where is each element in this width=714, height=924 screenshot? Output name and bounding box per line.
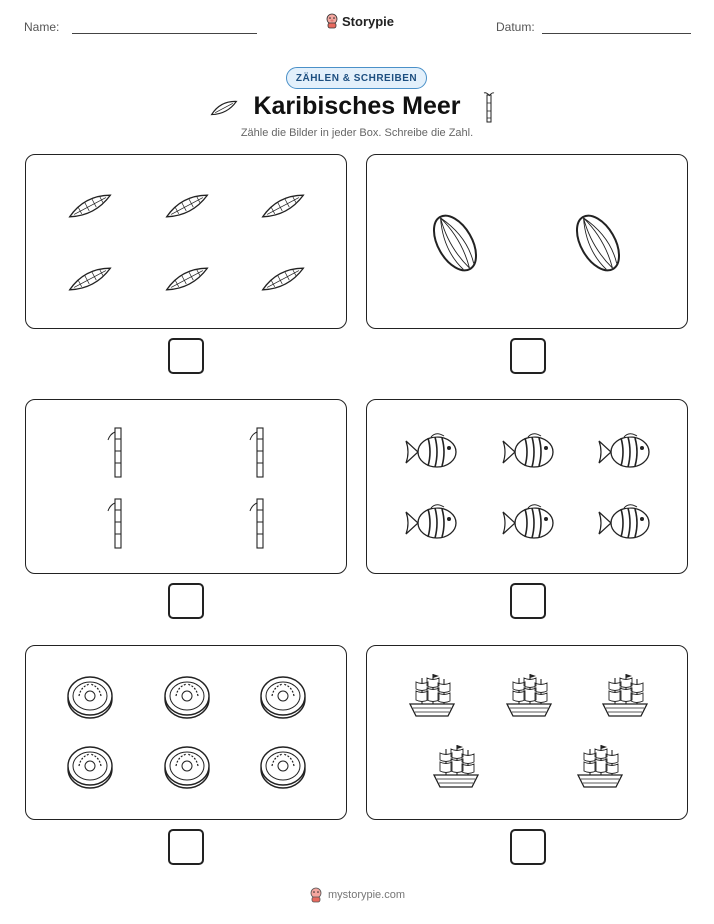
count-box-sugar-cane: [25, 399, 347, 574]
coin-icon: [163, 744, 211, 790]
fish-icon: [404, 500, 460, 546]
category-badge: ZÄHLEN & SCHREIBEN: [286, 67, 427, 89]
count-box-canoes: [25, 154, 347, 329]
answer-box-fish[interactable]: [510, 583, 546, 619]
canoe-icon: [258, 188, 308, 224]
name-line[interactable]: [72, 33, 257, 34]
sugar-cane-icon: [248, 426, 270, 478]
brand-logo: [325, 13, 394, 29]
ship-icon: [600, 672, 650, 720]
sugar-cane-icon: [106, 426, 128, 478]
ship-icon: [575, 743, 625, 791]
fish-icon: [501, 429, 557, 475]
answer-box-ships[interactable]: [510, 829, 546, 865]
answer-box-cacao-pods[interactable]: [510, 338, 546, 374]
footer-url: mystorypie.com: [327, 889, 406, 901]
brand-name: Storypie: [342, 13, 395, 29]
name-label: Name:: [24, 20, 60, 34]
count-box-cacao-pods: [366, 154, 688, 329]
count-box-coins: [25, 645, 347, 820]
count-box-fish: [366, 399, 688, 574]
fish-icon: [501, 500, 557, 546]
ship-icon: [504, 672, 554, 720]
fish-icon: [404, 429, 460, 475]
canoe-icon: [258, 261, 308, 297]
date-label: Datum:: [496, 20, 535, 34]
fish-icon: [597, 429, 653, 475]
coin-icon: [66, 674, 114, 720]
answer-box-canoes[interactable]: [168, 338, 204, 374]
canoe-icon: [162, 188, 212, 224]
page-title: Karibisches Meer: [253, 92, 461, 120]
count-box-ships: [366, 645, 688, 820]
coin-icon: [163, 674, 211, 720]
answer-box-sugar-cane[interactable]: [168, 583, 204, 619]
sugar-cane-icon: [482, 91, 496, 123]
cacao-pod-icon: [425, 210, 485, 276]
sugar-cane-icon: [106, 497, 128, 549]
coin-icon: [259, 674, 307, 720]
sugar-cane-icon: [248, 497, 270, 549]
date-line[interactable]: [542, 33, 691, 34]
footer: [0, 887, 714, 903]
coin-icon: [259, 744, 307, 790]
fish-icon: [597, 500, 653, 546]
pig-mascot-icon: [325, 13, 339, 29]
cacao-pod-icon: [568, 210, 628, 276]
canoe-icon: [162, 261, 212, 297]
ship-icon: [407, 672, 457, 720]
answer-box-coins[interactable]: [168, 829, 204, 865]
ship-icon: [431, 743, 481, 791]
canoe-icon: [65, 261, 115, 297]
coin-icon: [66, 744, 114, 790]
instructions: Zähle die Bilder in jeder Box. Schreibe die Zahl.: [240, 127, 474, 139]
pig-mascot-icon: [309, 887, 323, 903]
canoe-icon: [65, 188, 115, 224]
